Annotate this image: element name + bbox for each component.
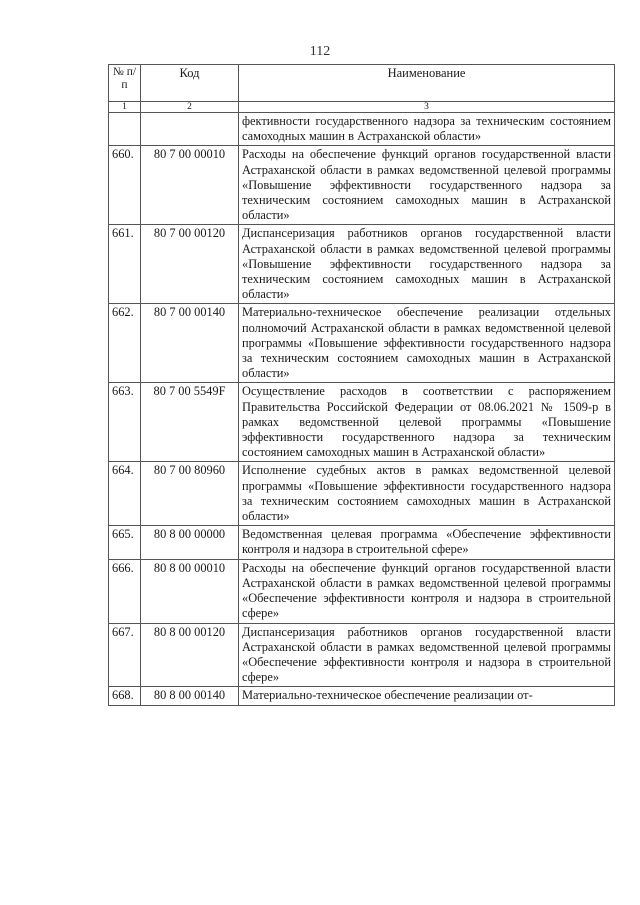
- row-name: фективности государственного надзора за техническим состоянием самоходных машин в Астраханской области»: [239, 113, 615, 146]
- header-num: № п/п: [109, 65, 141, 102]
- row-number: [109, 113, 141, 146]
- row-code: [141, 113, 239, 146]
- row-code: 80 7 00 5549F: [141, 383, 239, 462]
- row-name: Диспансеризация работников органов государственной власти Астраханской области в рамках ведомственной целевой программы «Обеспечение эффективности контроля и надзора в строительной сфере»: [239, 623, 615, 687]
- table-row: [109, 687, 615, 705]
- row-number: 662.: [109, 304, 141, 383]
- row-name: Материально-техническое обеспечение реализации отдельных полномочий Астраханской области в рамках ведомственной целевой программы «Повышение эффективности государственного надзора за техническим состоянием самоходных машин в Астраханской области»: [239, 304, 615, 383]
- row-code: 80 8 00 00010: [141, 559, 239, 623]
- row-name: Исполнение судебных актов в рамках ведомственной целевой программы «Повышение эффективности государственного надзора за техническим состоянием самоходных машин в Астраханской области»: [239, 462, 615, 526]
- row-code: 80 8 00 00140: [141, 687, 239, 705]
- row-name: Ведомственная целевая программа «Обеспечение эффективности контроля и надзора в строительной сфере»: [239, 526, 615, 559]
- row-name: Диспансеризация работников органов государственной власти Астраханской области в рамках ведомственной целевой программы «Повышение эффективности государственного надзора за техническим состоянием самоходных машин в Астраханской области»: [239, 225, 615, 304]
- table-row: [109, 526, 615, 559]
- row-code: 80 8 00 00000: [141, 526, 239, 559]
- row-code: 80 7 00 00140: [141, 304, 239, 383]
- column-index: 2: [141, 102, 239, 113]
- column-index: 1: [109, 102, 141, 113]
- row-code: 80 7 00 00010: [141, 146, 239, 225]
- table-row: [109, 559, 615, 623]
- table-header-row: [109, 65, 615, 102]
- row-number: 665.: [109, 526, 141, 559]
- page-number: 112: [309, 44, 331, 59]
- table-row: [109, 623, 615, 687]
- table-row: [109, 462, 615, 526]
- row-code: 80 7 00 80960: [141, 462, 239, 526]
- header-name: Наименование: [239, 65, 615, 102]
- column-index: 3: [239, 102, 615, 113]
- row-code: 80 8 00 00120: [141, 623, 239, 687]
- row-name: Расходы на обеспечение функций органов государственной власти Астраханской области в рамках ведомственной целевой программы «Повышение эффективности государственного надзора за техническим состоянием самоходных машин в Астраханской области»: [239, 146, 615, 225]
- table-row: [109, 113, 615, 146]
- table-row: [109, 225, 615, 304]
- row-number: 667.: [109, 623, 141, 687]
- budget-code-table: [108, 64, 615, 706]
- column-index-row: [109, 102, 615, 113]
- row-number: 666.: [109, 559, 141, 623]
- row-number: 663.: [109, 383, 141, 462]
- row-number: 660.: [109, 146, 141, 225]
- header-code: Код: [141, 65, 239, 102]
- row-code: 80 7 00 00120: [141, 225, 239, 304]
- row-number: 668.: [109, 687, 141, 705]
- table-row: [109, 146, 615, 225]
- row-number: 664.: [109, 462, 141, 526]
- table-row: [109, 304, 615, 383]
- row-name: Осуществление расходов в соответствии с распоряжением Правительства Российской Федерации от 08.06.2021 № 1509-р в рамках ведомственной целевой программы «Повышение эффективности государственного надзора за техническим состоянием самоходных машин в Астраханской области»: [239, 383, 615, 462]
- row-name: Материально-техническое обеспечение реализации от-: [239, 687, 615, 705]
- row-name: Расходы на обеспечение функций органов государственной власти Астраханской области в рамках ведомственной целевой программы «Обеспечение эффективности контроля и надзора в строительной сфере»: [239, 559, 615, 623]
- table-row: [109, 383, 615, 462]
- row-number: 661.: [109, 225, 141, 304]
